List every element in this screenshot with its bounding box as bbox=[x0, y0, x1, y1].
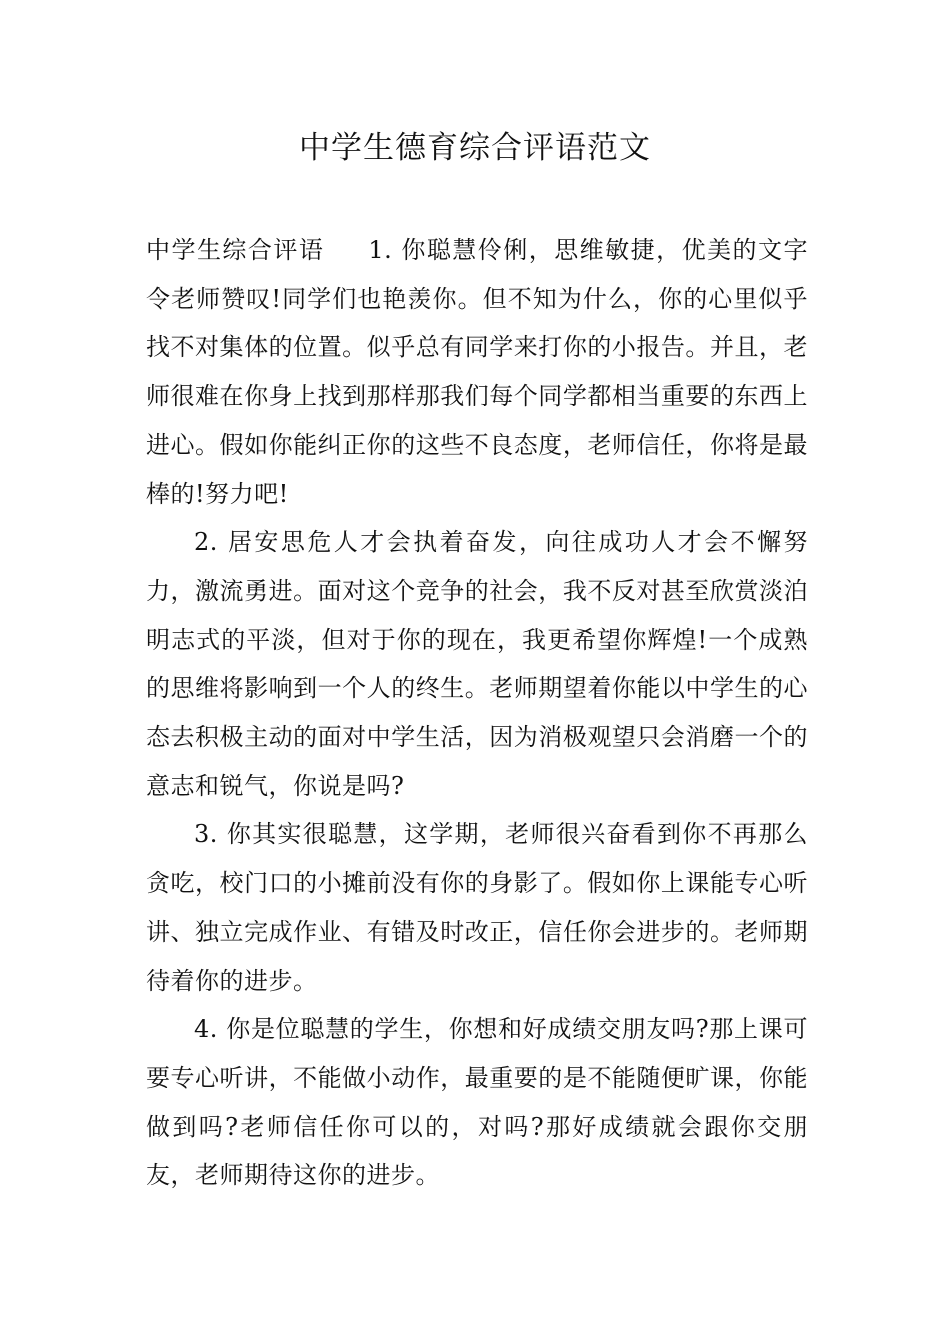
paragraph-4: 4. 你是位聪慧的学生，你想和好成绩交朋友吗?那上课可要专心听讲，不能做小动作，最重要的是不能随便旷课，你能做到吗?老师信任你可以的，对吗?那好成绩就会跟你交朋友，老师期待这你的进步。 bbox=[146, 1015, 808, 1190]
paragraph-1 bbox=[146, 226, 808, 518]
document-body bbox=[146, 226, 808, 1200]
paragraph-3: 3. 你其实很聪慧，这学期，老师很兴奋看到你不再那么贪吃，校门口的小摊前没有你的身影了。假如你上课能专心听讲、独立完成作业、有错及时改正，信任你会进步的。老师期待着你的进步。 bbox=[146, 820, 808, 995]
intro-label: 中学生综合评语 bbox=[146, 236, 325, 264]
paragraph-1-text: 1. 你聪慧伶俐，思维敏捷，优美的文字令老师赞叹!同学们也艳羡你。但不知为什么，你的心里似乎找不对集体的位置。似乎总有同学来打你的小报告。并且，老师很难在你身上找到那样那我们每个同学都相当重要的东西上进心。假如你能纠正你的这些不良态度，老师信任，你将是最棒的!努力吧! bbox=[146, 236, 809, 508]
paragraph-2: 2. 居安思危人才会执着奋发，向往成功人才会不懈努力，激流勇进。面对这个竞争的社会，我不反对甚至欣赏淡泊明志式的平淡，但对于你的现在，我更希望你辉煌!一个成熟的思维将影响到一个人的终生。老师期望着你能以中学生的心态去积极主动的面对中学生活，因为消极观望只会消磨一个的意志和锐气，你说是吗? bbox=[146, 528, 808, 800]
document-title: 中学生德育综合评语范文 bbox=[299, 130, 651, 166]
